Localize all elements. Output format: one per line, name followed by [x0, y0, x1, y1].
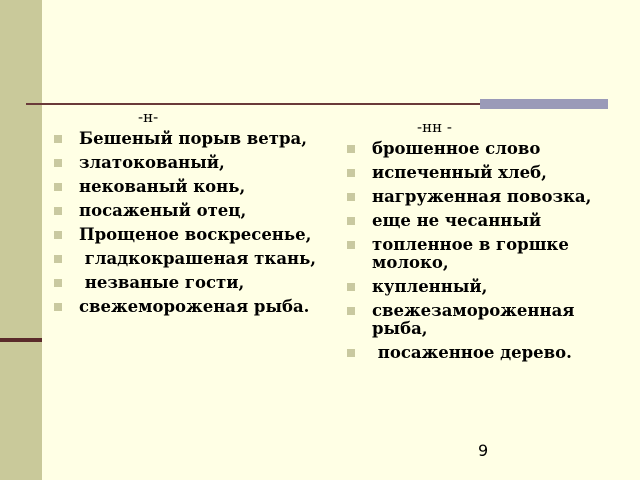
square-bullet-icon	[54, 303, 62, 311]
list-item-text: свежезамороженная рыба,	[372, 301, 581, 338]
right-column-header: -нн -	[417, 118, 452, 136]
square-bullet-icon	[347, 193, 355, 201]
left-decorative-band	[0, 0, 42, 480]
list-item-text: Бешеный порыв ветра,	[79, 129, 307, 148]
square-bullet-icon	[347, 217, 355, 225]
list-item-text: брошенное слово	[372, 139, 541, 158]
square-bullet-icon	[347, 145, 355, 153]
list-item-text: посаженый отец,	[79, 201, 247, 220]
list-item	[345, 188, 620, 206]
list-item	[345, 140, 620, 158]
list-item-text: посаженное дерево.	[372, 343, 572, 362]
list-item	[52, 274, 322, 292]
list-item	[345, 278, 620, 296]
list-item-text: некованый конь,	[79, 177, 246, 196]
square-bullet-icon	[347, 241, 355, 249]
list-item	[52, 298, 322, 316]
top-divider-accent	[480, 99, 608, 109]
right-column	[345, 118, 620, 368]
right-list	[345, 140, 620, 362]
square-bullet-icon	[54, 135, 62, 143]
square-bullet-icon	[54, 279, 62, 287]
square-bullet-icon	[54, 159, 62, 167]
square-bullet-icon	[54, 231, 62, 239]
list-item	[345, 212, 620, 230]
list-item-text: еще не чесанный	[372, 211, 542, 230]
list-item-text: златокованый,	[79, 153, 225, 172]
square-bullet-icon	[54, 255, 62, 263]
list-item	[52, 202, 322, 220]
page-number: 9	[478, 441, 489, 460]
list-item	[52, 178, 322, 196]
top-divider-line	[26, 103, 484, 105]
left-list	[52, 130, 322, 316]
square-bullet-icon	[347, 349, 355, 357]
list-item	[345, 236, 620, 272]
list-item-text: испеченный хлеб,	[372, 163, 547, 182]
list-item-text: Прощеное воскресенье,	[79, 225, 312, 244]
list-item	[345, 164, 620, 182]
list-item	[52, 130, 322, 148]
square-bullet-icon	[347, 169, 355, 177]
square-bullet-icon	[347, 283, 355, 291]
list-item	[345, 302, 620, 338]
list-item-text: нагруженная повозка,	[372, 187, 592, 206]
square-bullet-icon	[54, 183, 62, 191]
list-item-text: гладкокрашеная ткань,	[79, 249, 317, 268]
left-band-accent-line	[0, 338, 42, 342]
list-item-text: топленное в горшке молоко,	[372, 235, 575, 272]
list-item	[52, 250, 322, 268]
left-column	[52, 108, 322, 322]
list-item	[52, 154, 322, 172]
square-bullet-icon	[54, 207, 62, 215]
list-item	[345, 344, 620, 362]
square-bullet-icon	[347, 307, 355, 315]
left-column-header: -н-	[138, 108, 159, 126]
list-item	[52, 226, 322, 244]
list-item-text: незваные гости,	[79, 273, 245, 292]
list-item-text: купленный,	[372, 277, 488, 296]
list-item-text: свежемороженая рыба.	[79, 297, 310, 316]
